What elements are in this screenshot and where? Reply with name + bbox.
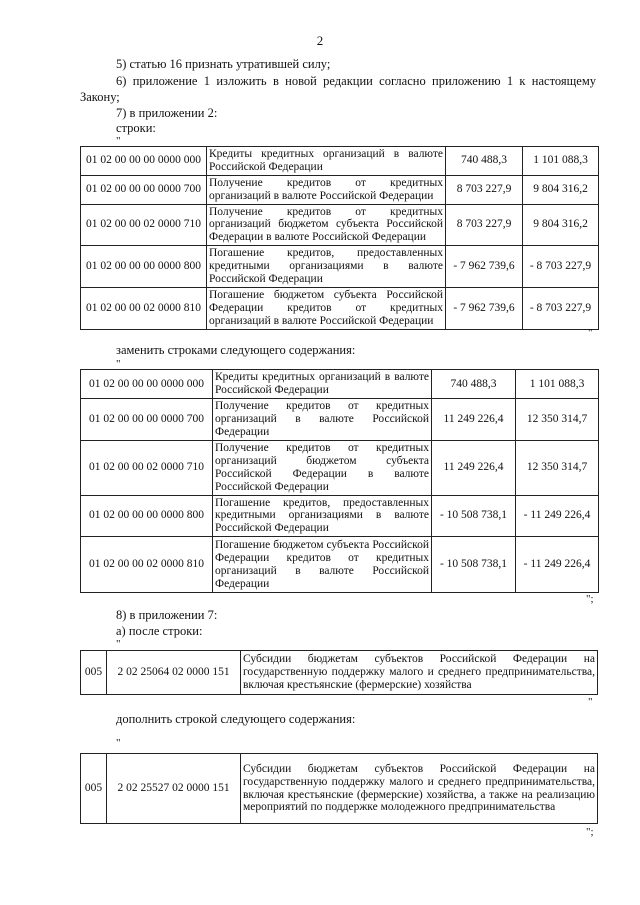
row-code: 01 02 00 00 02 0000 810: [81, 288, 207, 330]
row-value-1: - 10 508 738,1: [432, 495, 516, 537]
table-row: [81, 288, 599, 330]
quote-open-4: ": [116, 737, 121, 749]
add-label: дополнить строкой следующего содержания:: [116, 712, 356, 726]
row-value-2: - 8 703 227,9: [523, 246, 599, 288]
row-value-1: 8 703 227,9: [446, 175, 523, 204]
row-name: Субсидии бюджетам субъектов Российской Федерации на государственную поддержку малого и среднего предпринимательства, включая крестьянские (фермерские) хозяйства, а также на реализацию мероприятий по поддержке молодежного предпринимательства: [241, 754, 598, 824]
table-row: [81, 175, 599, 204]
quote-close-3: ": [588, 696, 593, 708]
row-code: 01 02 00 00 00 0000 000: [81, 370, 213, 399]
quote-close-2: ";: [586, 593, 594, 605]
table-new-rows: [80, 369, 599, 593]
item-5: 5) статью 16 признать утратившей силу;: [116, 57, 331, 71]
row-value-2: - 8 703 227,9: [523, 288, 599, 330]
row-value-2: 12 350 314,7: [516, 441, 599, 496]
row-code: 01 02 00 00 02 0000 710: [81, 204, 207, 246]
row-value-2: - 11 249 226,4: [516, 495, 599, 537]
item-8a: а) после строки:: [116, 624, 203, 638]
row-value-1: - 7 962 739,6: [446, 288, 523, 330]
table-added-row: [80, 753, 598, 824]
row-code: 01 02 00 00 00 0000 800: [81, 246, 207, 288]
table-row: [81, 204, 599, 246]
row-value-1: 740 488,3: [432, 370, 516, 399]
item-6-line1: 6) приложение 1 изложить в новой редакции согласно приложению 1 к настоящему: [116, 74, 596, 88]
row-value-2: 9 804 316,2: [523, 204, 599, 246]
item-6-line2: Закону;: [80, 90, 120, 104]
quote-close-4: ";: [586, 826, 594, 838]
row-name: Погашение бюджетом субъекта Российской Федерации кредитов от кредитных организаций в валюте Российской Федерации: [207, 288, 446, 330]
row-name: Получение кредитов от кредитных организаций бюджетом субъекта Российской Федерации в валюте Российской Федерации: [207, 204, 446, 246]
table-row: [81, 399, 599, 441]
row-value-2: - 11 249 226,4: [516, 537, 599, 593]
row-code: 01 02 00 00 00 0000 700: [81, 399, 213, 441]
table-row: [81, 246, 599, 288]
table-row: [81, 651, 598, 695]
row-value-1: 11 249 226,4: [432, 399, 516, 441]
row-code: 2 02 25527 02 0000 151: [107, 754, 241, 824]
row-value-1: 11 249 226,4: [432, 441, 516, 496]
row-name: Погашение бюджетом субъекта Российской Федерации кредитов от кредитных организаций в валюте Российской Федерации: [213, 537, 432, 593]
item-8: 8) в приложении 7:: [116, 608, 218, 622]
row-admin-code: 005: [81, 651, 107, 695]
row-code: 01 02 00 00 02 0000 810: [81, 537, 213, 593]
page-number: 2: [316, 33, 324, 48]
row-code: 2 02 25064 02 0000 151: [107, 651, 241, 695]
row-admin-code: 005: [81, 754, 107, 824]
table-old-rows: [80, 146, 599, 330]
row-name: Погашение кредитов, предоставленных кредитными организациями в валюте Российской Федерации: [207, 246, 446, 288]
table-after-row: [80, 650, 598, 695]
item-7: 7) в приложении 2:: [116, 106, 218, 120]
quote-close-1: ": [588, 327, 593, 339]
row-code: 01 02 00 00 00 0000 000: [81, 147, 207, 176]
row-value-2: 12 350 314,7: [516, 399, 599, 441]
table-row: [81, 441, 599, 496]
row-name: Получение кредитов от кредитных организаций в валюте Российской Федерации: [207, 175, 446, 204]
quote-open-2: ": [116, 358, 121, 370]
row-name: Погашение кредитов, предоставленных кредитными организациями в валюте Российской Федерации: [213, 495, 432, 537]
row-name: Получение кредитов от кредитных организаций в валюте Российской Федерации: [213, 399, 432, 441]
row-code: 01 02 00 00 02 0000 710: [81, 441, 213, 496]
row-value-2: 1 101 088,3: [523, 147, 599, 176]
row-name: Кредиты кредитных организаций в валюте Российской Федерации: [213, 370, 432, 399]
row-value-2: 1 101 088,3: [516, 370, 599, 399]
row-code: 01 02 00 00 00 0000 800: [81, 495, 213, 537]
table-row: [81, 147, 599, 176]
row-value-2: 9 804 316,2: [523, 175, 599, 204]
row-value-1: 8 703 227,9: [446, 204, 523, 246]
quote-open-3: ": [116, 638, 121, 650]
row-value-1: - 7 962 739,6: [446, 246, 523, 288]
row-value-1: 740 488,3: [446, 147, 523, 176]
row-name: Субсидии бюджетам субъектов Российской Федерации на государственную поддержку малого и среднего предпринимательства, включая крестьянские (фермерские) хозяйства: [241, 651, 598, 695]
row-name: Кредиты кредитных организаций в валюте Российской Федерации: [207, 147, 446, 176]
table-row: [81, 537, 599, 593]
row-code: 01 02 00 00 00 0000 700: [81, 175, 207, 204]
quote-open-1: ": [116, 135, 121, 147]
row-name: Получение кредитов от кредитных организаций бюджетом субъекта Российской Федерации в валюте Российской Федерации: [213, 441, 432, 496]
table-row: [81, 754, 598, 824]
row-value-1: - 10 508 738,1: [432, 537, 516, 593]
table-row: [81, 370, 599, 399]
replace-label: заменить строками следующего содержания:: [116, 343, 356, 357]
item-7-rows-label: строки:: [116, 121, 156, 135]
table-row: [81, 495, 599, 537]
